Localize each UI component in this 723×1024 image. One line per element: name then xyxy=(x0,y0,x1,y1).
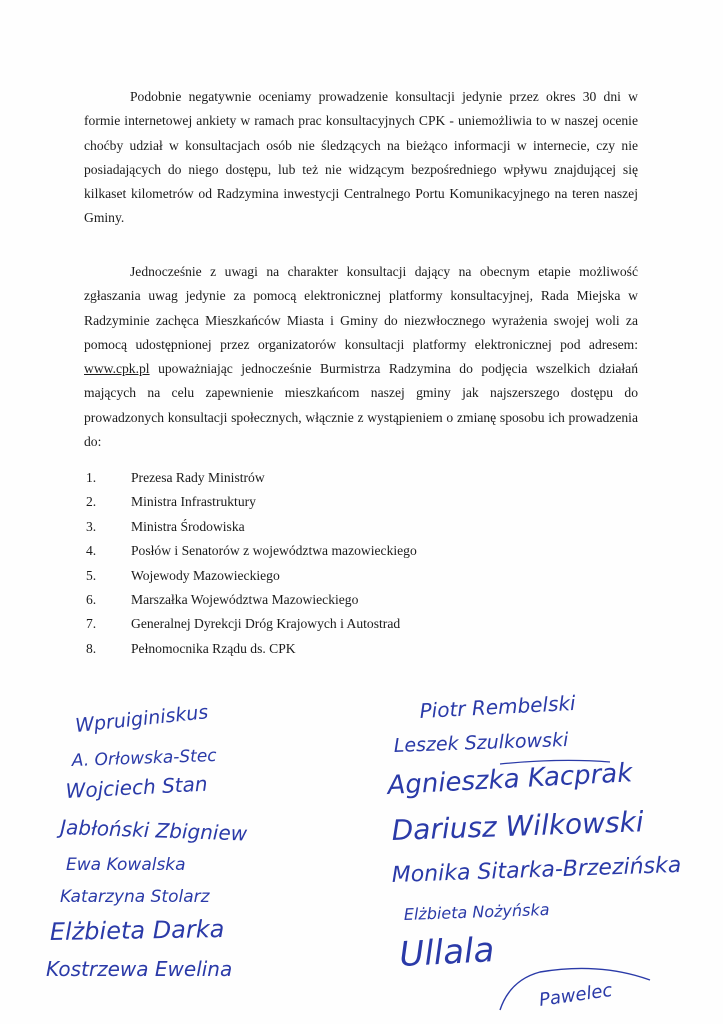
signature: Elżbieta Darka xyxy=(49,914,225,946)
signature: Wojciech Stan xyxy=(65,771,209,803)
signature: Pawelec xyxy=(537,979,614,1011)
list-item xyxy=(84,466,584,490)
signature: Wpruiginiskus xyxy=(74,701,210,737)
signature: Katarzyna Stolarz xyxy=(60,887,210,907)
list-number: 1. xyxy=(86,470,97,485)
signature: Piotr Rembelski xyxy=(419,690,577,723)
paragraph-consultation-criticism: Podobnie negatywnie oceniamy prowadzenie konsultacji jedynie przez okres 30 dni w formie internetowej ankiety w ramach prac konsultacyjnych CPK - uniemożliwia to w naszej ocenie choćby udział w konsultacjach osób nie śledzących na bieżąco informacji w internecie, czy nie posiadających do niego dostępu, lub też nie widzącym bezpośredniego wpływu znajdującej się kilkaset kilometrów od Radzymina inwestycji Centralnego Portu Komunikacyjnego na teren naszej Gminy. xyxy=(84,89,638,226)
signature: Elżbieta Nożyńska xyxy=(403,899,550,924)
list-text: Ministra Środowiska xyxy=(131,518,245,534)
signatures-right-column xyxy=(385,691,682,1011)
list-item xyxy=(84,539,584,563)
list-text: Wojewody Mazowieckiego xyxy=(131,567,280,583)
list-text: Pełnomocnika Rządu ds. CPK xyxy=(131,640,296,656)
signature: Dariusz Wilkowski xyxy=(391,805,645,847)
list-item xyxy=(84,637,584,661)
list-number: 5. xyxy=(86,567,97,583)
list-text: Marszałka Województwa Mazowieckiego xyxy=(131,591,359,607)
list-item xyxy=(84,490,584,514)
list-text: Posłów i Senatorów z województwa mazowieckiego xyxy=(131,543,417,559)
signature: A. Orłowska-Stec xyxy=(71,745,217,771)
signature: Ullala xyxy=(398,930,496,975)
list-number: 6. xyxy=(86,591,97,607)
handwritten-signatures xyxy=(0,680,723,1024)
addressee-list xyxy=(84,466,584,661)
list-number: 8. xyxy=(86,640,97,656)
list-item xyxy=(84,588,584,612)
paragraph-text-part2: upoważniając jednocześnie Burmistrza Radzymina do podjęcia wszelkich działań mających na celu zapewnienie mieszkańcom naszej gminy jak najszerszego dostępu do prowadzonych konsultacji społecznych, włącznie z wystąpieniem o zmianę sposobu ich prowadzenia do: xyxy=(84,361,638,450)
signature: Jabłoński Zbigniew xyxy=(59,815,248,846)
paragraph-text-part1: Jednocześnie z uwagi na charakter konsultacji dający na obecnym etapie możliwość zgłaszania uwag jedynie za pomocą elektronicznej platformy konsultacyjnej, Rada Miejska w Radzyminie zachęca Mieszkańców Miasta i Gminy do niezwłocznego wyrażenia swojej woli za pomocą udostępnionej przez organizatorów konsultacji platformy elektronicznej pod adresem: xyxy=(84,264,638,352)
signature: Monika Sitarka-Brzezińska xyxy=(391,852,682,888)
signature: Agnieszka Kacprak xyxy=(386,758,633,801)
cpk-link[interactable]: www.cpk.pl xyxy=(84,361,150,377)
signatures-left-column xyxy=(46,701,248,981)
list-item xyxy=(84,515,584,539)
list-number: 7. xyxy=(86,616,97,632)
list-number: 4. xyxy=(86,543,97,559)
list-item xyxy=(84,612,584,636)
paragraph-encouragement xyxy=(84,260,638,454)
list-number: 2. xyxy=(86,494,97,510)
list-text: Prezesa Rady Ministrów xyxy=(131,470,265,485)
signature: Ewa Kowalska xyxy=(66,855,186,875)
list-text: Generalnej Dyrekcji Dróg Krajowych i Autostrad xyxy=(131,616,401,632)
signature: Kostrzewa Ewelina xyxy=(46,957,233,981)
signature: Leszek Szulkowski xyxy=(393,728,569,757)
list-text: Ministra Infrastruktury xyxy=(131,494,256,510)
list-number: 3. xyxy=(86,518,97,534)
list-item xyxy=(84,564,584,588)
